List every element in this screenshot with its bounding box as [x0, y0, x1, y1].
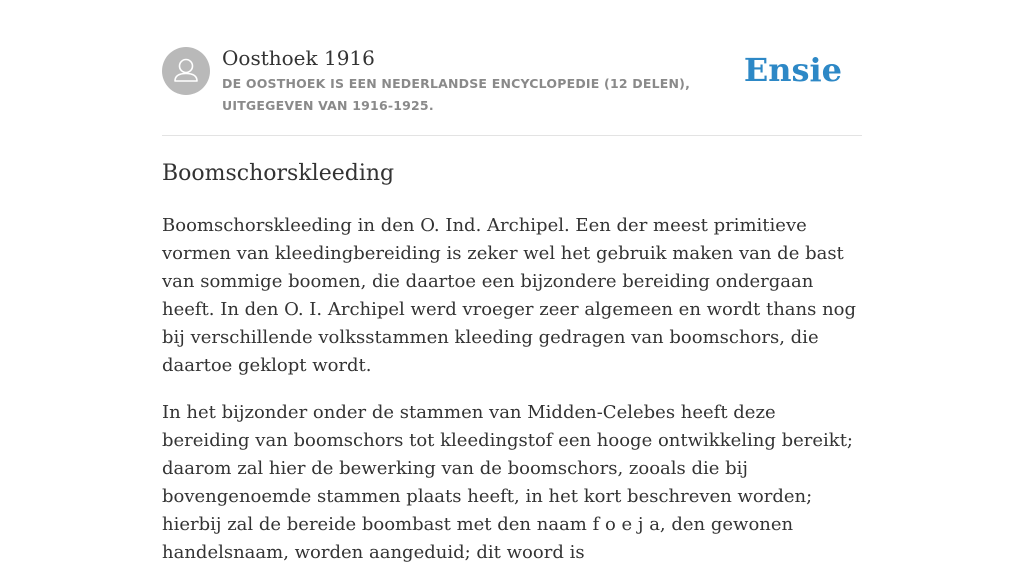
article-title: Boomschorskleeding: [162, 161, 395, 186]
article-paragraph: In het bijzonder onder de stammen van Midden-Celebes heeft deze bereiding van boomschors tot kleedingstof een hooge ontwikkeling bereikt; daarom zal hier de bewerking van de boomschors, zooals die bij bovengenoemde stammen plaats heeft, in het kort beschreven worden; hierbij zal de bereide boombast met den naam f o e j a, den gewonen handelsnaam, worden aangeduid; dit woord is: [162, 402, 853, 563]
source-name[interactable]: Oosthoek 1916: [222, 46, 375, 70]
source-avatar[interactable]: [162, 47, 210, 95]
source-header: [162, 46, 862, 118]
brand-logo[interactable]: Ensie: [743, 51, 842, 89]
article-body: [162, 212, 862, 586]
user-icon: [162, 47, 210, 95]
source-description: DE OOSTHOEK IS EEN NEDERLANDSE ENCYCLOPEDIE (12 DELEN), UITGEGEVEN VAN 1916-1925.: [222, 76, 691, 113]
header-divider: [162, 135, 862, 136]
article-paragraph: Boomschorskleeding in den O. Ind. Archipel. Een der meest primitieve vormen van kleedingbereiding is zeker wel het gebruik maken van de bast van sommige boomen, die daartoe een bijzondere bereiding ondergaan heeft. In den O. I. Archipel werd vroeger zeer algemeen en wordt thans nog bij verschillende volksstammen kleeding gedragen van boomschors, die daartoe geklopt wordt.: [162, 215, 857, 376]
